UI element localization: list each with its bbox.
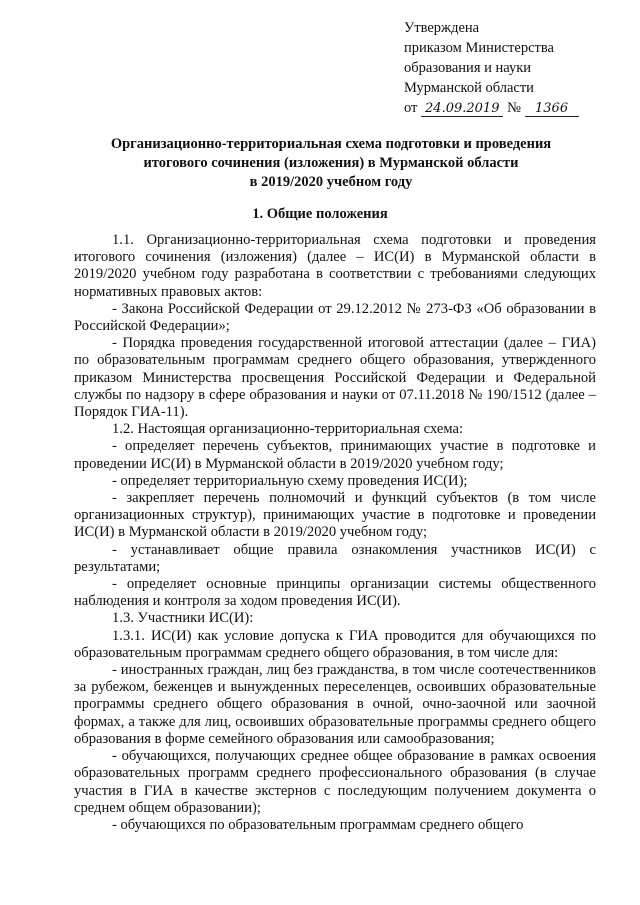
- approval-stamp: [404, 18, 614, 118]
- paragraph: - Порядка проведения государственной итоговой аттестации (далее – ГИА) по образовательным программам среднего общего образования, утвержденного приказом Министерства просвещения Российской Федерации и Федеральной службы по надзору в сфере образования и науки от 07.11.2018 № 190/1512 (далее – Порядок ГИА-11).: [74, 335, 596, 421]
- title-line: в 2019/2020 учебном году: [249, 174, 413, 190]
- title-line: Организационно-территориальная схема подготовки и проведения: [110, 136, 552, 152]
- paragraph: - определяет перечень субъектов, принимающих участие в подготовке и проведении ИС(И) в Мурманской области в 2019/2020 учебном году;: [74, 438, 596, 472]
- document-body: [74, 232, 596, 834]
- approval-line: Мурманской области: [404, 80, 534, 96]
- approval-line: приказом Министерства: [404, 40, 554, 56]
- paragraph: - закрепляет перечень полномочий и функций субъектов (в том числе организационных структур), принимающих участие в подготовке и проведении ИС(И) в Мурманской области в 2019/2020 учебном году;: [74, 490, 596, 541]
- section-heading: 1. Общие положения: [252, 206, 388, 222]
- handwritten-number: 1366: [525, 102, 579, 117]
- paragraph: - обучающихся, получающих среднее общее образование в рамках освоения образовательных программ среднего профессионального образования (в случае участия в ГИА в качестве экстернов с последующим получением документа о среднем общем образовании);: [74, 748, 596, 816]
- paragraph: 1.1. Организационно-территориальная схема подготовки и проведения итогового сочинения (изложения) (далее – ИС(И) в Мурманской области в 2019/2020 учебном году разработана в соответствии с требованиями следующих нормативных правовых актов:: [74, 232, 596, 300]
- paragraph: 1.2. Настоящая организационно-территориальная схема:: [112, 421, 464, 438]
- from-label: от: [404, 100, 418, 116]
- paragraph: - обучающихся по образовательным программам среднего общего: [112, 816, 524, 833]
- approval-line: Утверждена: [404, 20, 480, 36]
- title-line: итогового сочинения (изложения) в Мурманской области: [143, 155, 519, 171]
- approval-date-line: [404, 98, 614, 118]
- number-label: №: [507, 100, 521, 116]
- paragraph: - иностранных граждан, лиц без гражданства, в том числе соотечественников за рубежом, беженцев и вынужденных переселенцев, освоивших образовательные программы среднего общего образования в очной, очно-заочной или заочной формах, а также для лиц, освоивших образовательные программы среднего общего образования в форме семейного образования или самообразования;: [74, 662, 596, 747]
- paragraph: - определяет основные принципы организации системы общественного наблюдения и контроля за ходом проведения ИС(И).: [74, 576, 596, 610]
- paragraph: - Закона Российской Федерации от 29.12.2012 № 273-ФЗ «Об образовании в Российской Федерации»;: [74, 300, 596, 335]
- paragraph: - определяет территориальную схему проведения ИС(И);: [112, 472, 468, 489]
- paragraph: 1.3.1. ИС(И) как условие допуска к ГИА проводится для обучающихся по образовательным программам среднего общего образования, в том числе для:: [74, 627, 596, 661]
- paragraph: 1.3. Участники ИС(И):: [112, 610, 254, 627]
- approval-line: образования и науки: [404, 60, 532, 76]
- handwritten-date: 24.09.2019: [421, 102, 503, 117]
- document-title: [100, 135, 562, 192]
- paragraph: - устанавливает общие правила ознакомления участников ИС(И) с результатами;: [74, 541, 596, 575]
